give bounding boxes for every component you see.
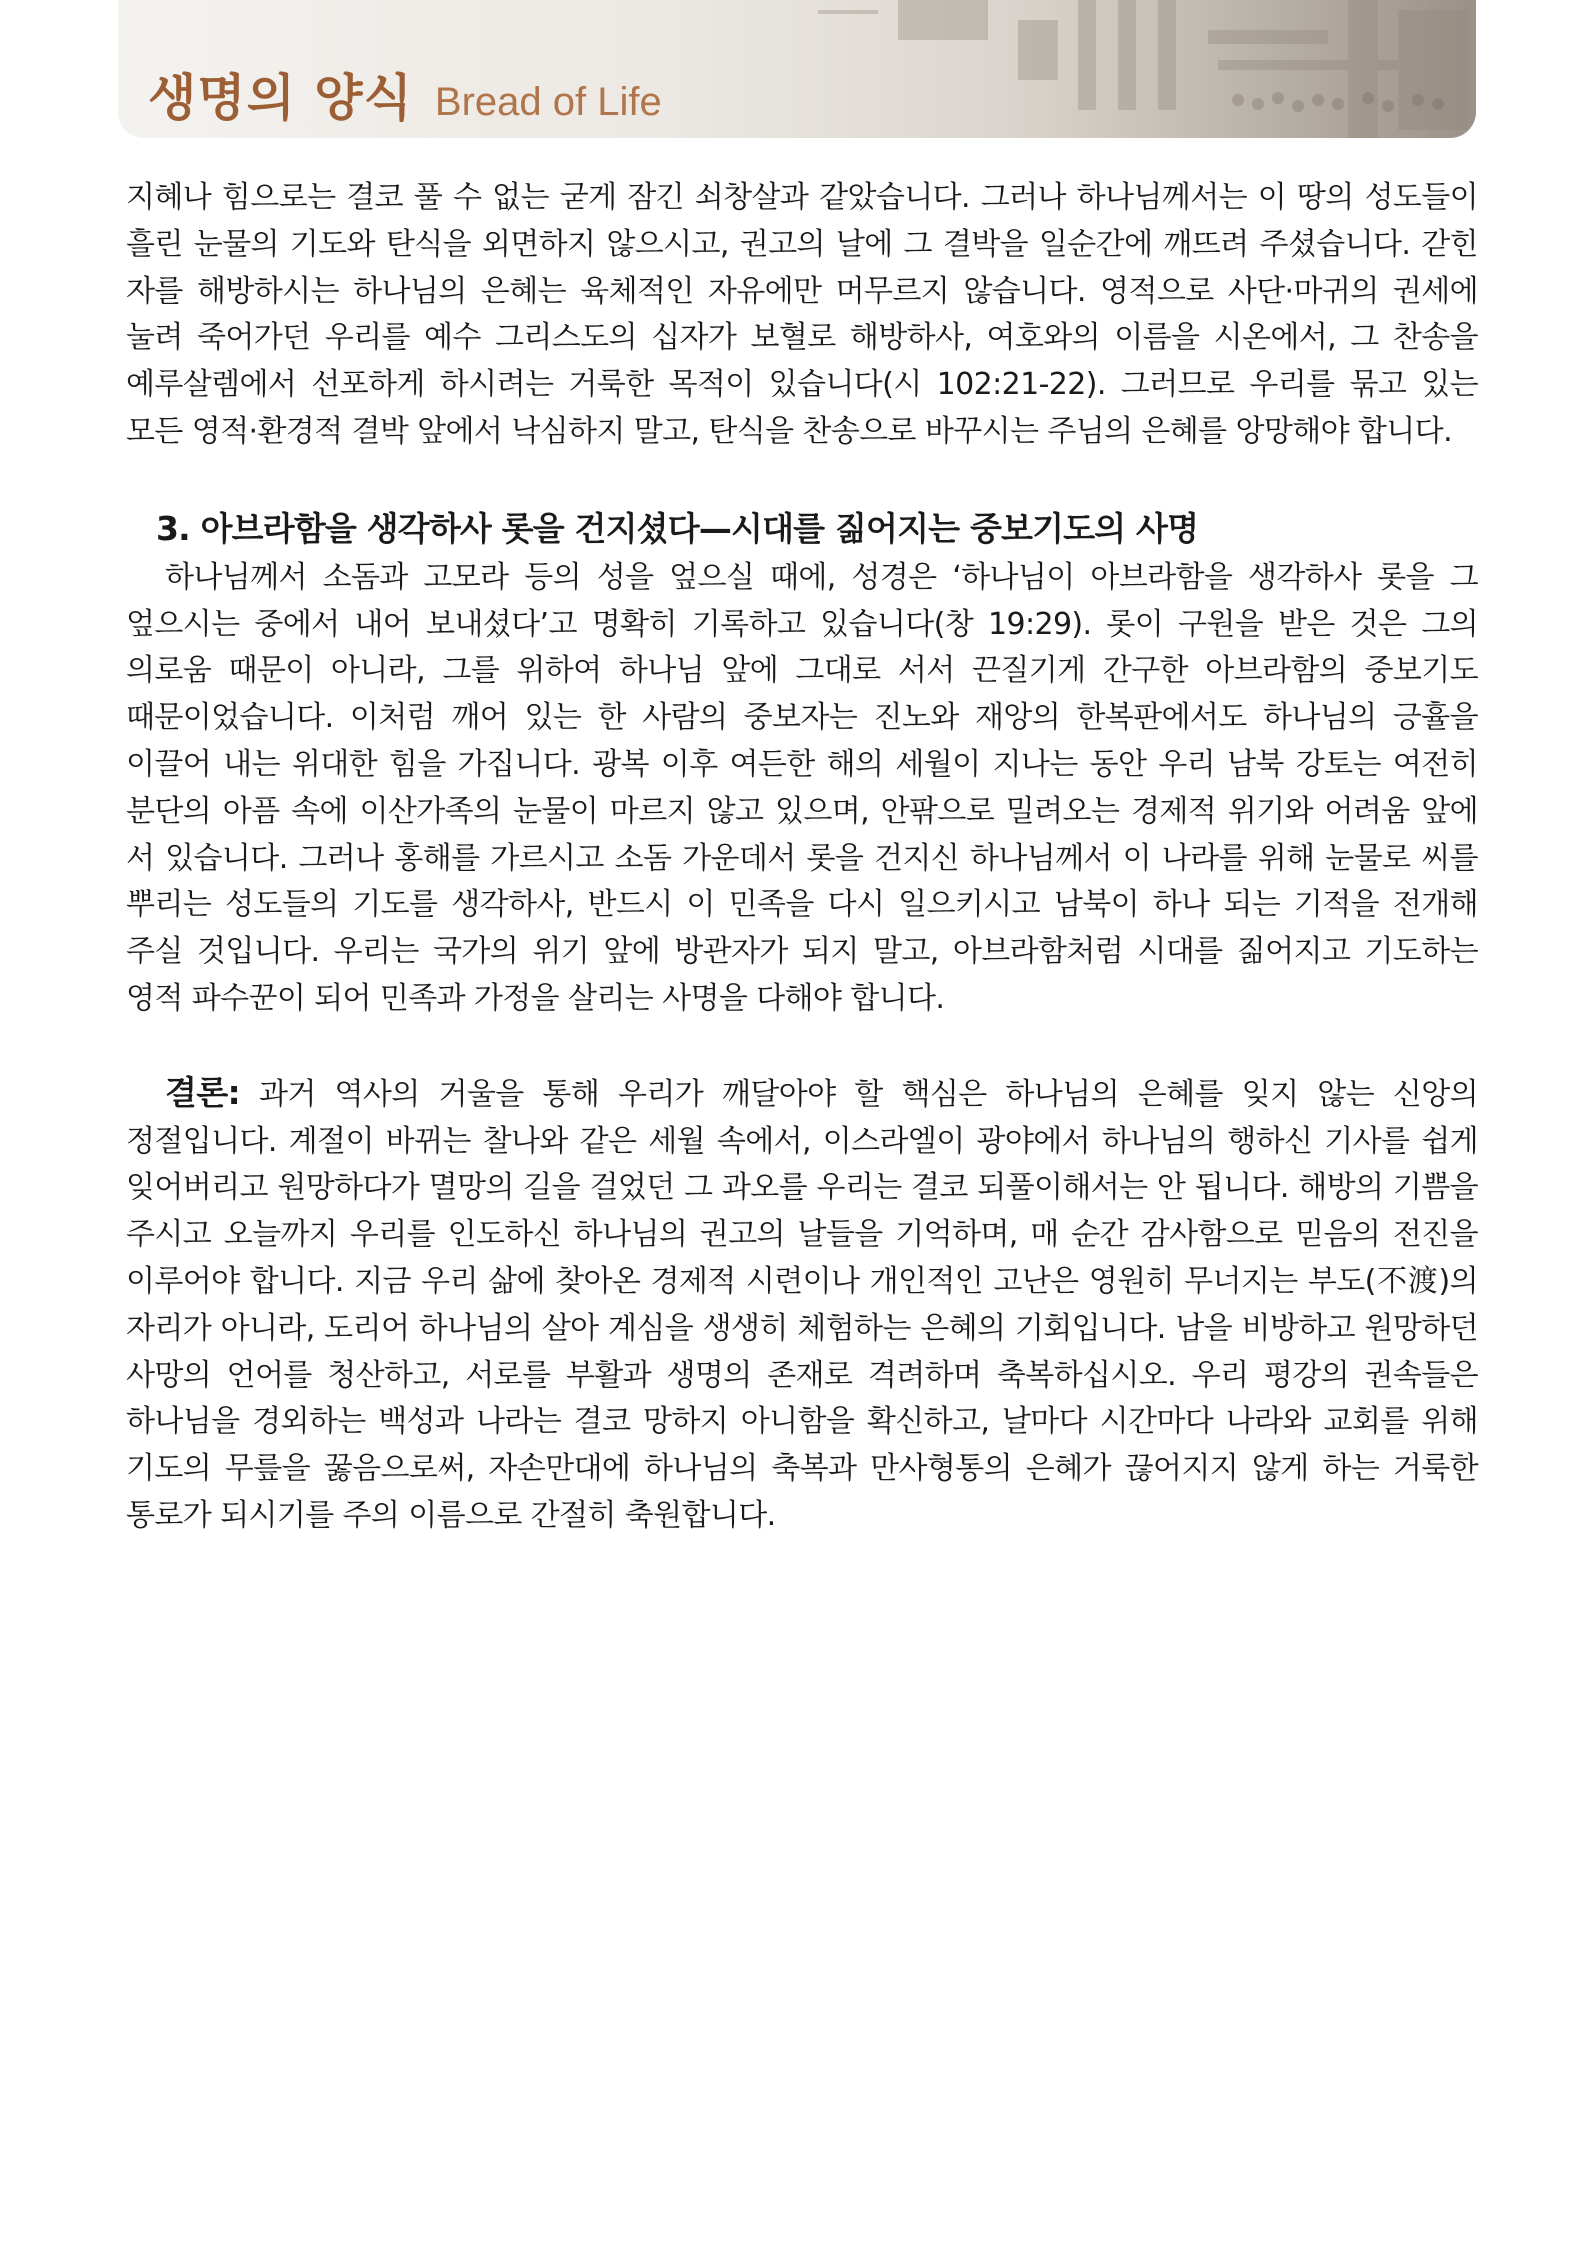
conclusion-paragraph [126,1070,1478,1540]
article-body [126,175,1478,1540]
header-title-english: Bread of Life [434,80,662,124]
section-3-heading: 3. 아브라함을 생각하사 롯을 건지셨다—시대를 짊어지는 중보기도의 사명 [156,508,1199,548]
paragraph-2: 하나님께서 소돔과 고모라 등의 성을 엎으실 때에, 성경은 ‘하나님이 아브라함을 생각하사 롯을 그 엎으시는 중에서 내어 보내셨다’고 명확히 기록하고 있습니다(창 19:29). 롯이 구원을 받은 것은 그의 의로움 때문이 아니라, 그를 위하여 하나님 앞에 그대로 서서 끈질기게 간구한 아브라함의 중보기도 때문이었습니다. 이처럼 깨어 있는 한 사람의 중보자는 진노와 재앙의 한복판에서도 하나님의 긍휼을 이끌어 내는 위대한 힘을 가집니다. 광복 이후 여든한 해의 세월이 지나는 동안 우리 남북 강토는 여전히 분단의 아픔 속에 이산가족의 눈물이 마르지 않고 있으며, 안팎으로 밀려오는 경제적 위기와 어려움 앞에 서 있습니다. 그러나 홍해를 가르시고 소돔 가운데서 롯을 건지신 하나님께서 이 나라를 위해 눈물로 씨를 뿌리는 성도들의 기도를 생각하사, 반드시 이 민족을 다시 일으키시고 남북이 하나 되는 기적을 전개해 주실 것입니다. 우리는 국가의 위기 앞에 방관자가 되지 말고, 아브라함처럼 시대를 짊어지고 기도하는 영적 파수꾼이 되어 민족과 가정을 살리는 사명을 다해야 합니다. [126,559,1478,1016]
conclusion-text: 과거 역사의 거울을 통해 우리가 깨달아야 할 핵심은 하나님의 은혜를 잊지 않는 신앙의 정절입니다. 계절이 바뀌는 찰나와 같은 세월 속에서, 이스라엘이 광야에서 하나님의 행하신 기사를 쉽게 잊어버리고 원망하다가 멸망의 길을 걸었던 그 과오를 우리는 결코 되풀이해서는 안 됩니다. 해방의 기쁨을 주시고 오늘까지 우리를 인도하신 하나님의 권고의 날들을 기억하며, 매 순간 감사함으로 믿음의 전진을 이루어야 합니다. 지금 우리 삶에 찾아온 경제적 시련이나 개인적인 고난은 영원히 무너지는 부도(不渡)의 자리가 아니라, 도리어 하나님의 살아 계심을 생생히 체험하는 은혜의 기회입니다. 남을 비방하고 원망하던 사망의 언어를 청산하고, 서로를 부활과 생명의 존재로 격려하며 축복하십시오. 우리 평강의 권속들은 하나님을 경외하는 백성과 나라는 결코 망하지 아니함을 확신하고, 날마다 시간마다 나라와 교회를 위해 기도의 무릎을 꿇음으로써, 자손만대에 하나님의 축복과 만사형통의 은혜가 끊어지지 않게 하는 거룩한 통로가 되시기를 주의 이름으로 간절히 축원합니다. [126,1076,1478,1533]
page-header [118,0,1476,138]
header-title-korean: 생명의 양식 [148,69,413,127]
conclusion-label: 결론: [165,1072,241,1112]
paragraph-1: 지혜나 힘으로는 결코 풀 수 없는 굳게 잠긴 쇠창살과 같았습니다. 그러나 하나님께서는 이 땅의 성도들이 흘린 눈물의 기도와 탄식을 외면하지 않으시고, 권고의 날에 그 결박을 일순간에 깨뜨려 주셨습니다. 갇힌 자를 해방하시는 하나님의 은혜는 육체적인 자유에만 머무르지 않습니다. 영적으로 사단·마귀의 권세에 눌려 죽어가던 우리를 예수 그리스도의 십자가 보혈로 해방하사, 여호와의 이름을 시온에서, 그 찬송을 예루살렘에서 선포하게 하시려는 거룩한 목적이 있습니다(시 102:21-22). 그러므로 우리를 묶고 있는 모든 영적·환경적 결박 앞에서 낙심하지 말고, 탄식을 찬송으로 바꾸시는 주님의 은혜를 앙망해야 합니다. [126,180,1478,449]
header-title [148,58,662,130]
